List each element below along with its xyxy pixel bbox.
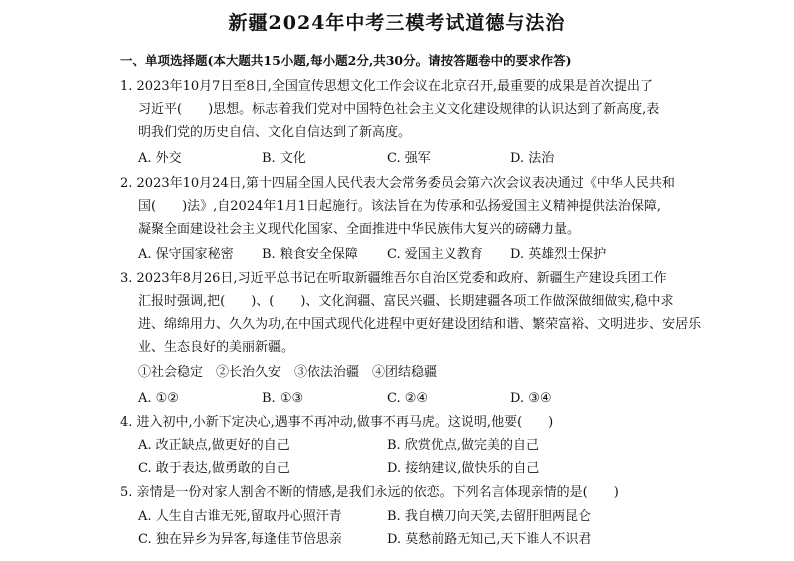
question-1-line-1: 1. 2023年10月7日至8日,全国宣传思想文化工作会议在北京召开,最重要的成果是首次提出了 [120, 79, 653, 94]
question-2-option-d: D. 英雄烈士保护 [510, 247, 607, 262]
question-3-option-a: A. ①② [138, 391, 179, 406]
question-3-line-1: 3. 2023年8月26日,习近平总书记在听取新疆维吾尔自治区党委和政府、新疆生产建设兵团工作 [120, 271, 667, 286]
question-3-line-4: 业、生态良好的美丽新疆。 [138, 340, 295, 355]
question-2-line-1: 2. 2023年10月24日,第十四届全国人民代表大会常务委员会第六次会议表决通过《中华人民共和 [120, 176, 675, 191]
question-4-option-b: B. 欣赏优点,做完美的自己 [387, 438, 539, 453]
question-5-option-d: D. 莫愁前路无知己,天下谁人不识君 [387, 532, 592, 547]
question-5-option-b: B. 我自横刀向天笑,去留肝胆两昆仑 [387, 509, 591, 524]
question-5-option-a: A. 人生自古谁无死,留取丹心照汗青 [138, 509, 342, 524]
question-3-items: ①社会稳定 ②长治久安 ③依法治疆 ④团结稳疆 [138, 365, 438, 380]
question-1-option-a: A. 外交 [138, 151, 182, 166]
question-2-line-2: 国( )法》,自2024年1月1日起施行。该法旨在为传承和弘扬爱国主义精神提供法治保障, [138, 199, 662, 214]
question-5-line-1: 5. 亲情是一份对家人割舍不断的情感,是我们永远的依恋。下列名言体现亲情的是( ) [120, 485, 619, 500]
question-3-option-d: D. ③④ [510, 391, 552, 406]
question-3-option-b: B. ①③ [262, 391, 304, 406]
question-2-line-3: 凝聚全面建设社会主义现代化国家、全面推进中华民族伟大复兴的磅礴力量。 [138, 222, 581, 237]
question-1-line-2: 习近平( )思想。标志着我们党对中国特色社会主义文化建设规律的认识达到了新高度,表 [138, 102, 660, 117]
question-4-option-c: C. 敢于表达,做勇敢的自己 [138, 461, 290, 476]
question-4-option-d: D. 接纳建议,做快乐的自己 [387, 461, 540, 476]
page-title: 新疆2024年中考三模考试道德与法治 [228, 12, 566, 34]
question-4-line-1: 4. 进入初中,小新下定决心,遇事不再冲动,做事不再马虎。这说明,他要( ) [120, 415, 554, 430]
question-3-line-2: 汇报时强调,把( )、( )、文化润疆、富民兴疆、长期建疆各项工作做深做细做实,稳中求 [138, 294, 674, 309]
question-3-line-3: 进、绵绵用力、久久为功,在中国式现代化进程中更好建设团结和谐、繁荣富裕、文明进步、安居乐 [138, 317, 702, 332]
question-5-option-c: C. 独在异乡为异客,每逢佳节倍思亲 [138, 532, 342, 547]
section-header: 一、单项选择题(本大题共15小题,每小题2分,共30分。请按答题卷中的要求作答) [120, 53, 572, 68]
question-1-line-3: 明我们党的历史自信、文化自信达到了新高度。 [138, 125, 412, 140]
question-3-option-c: C. ②④ [387, 391, 429, 406]
question-1-option-c: C. 强军 [387, 151, 431, 166]
question-1-option-d: D. 法治 [510, 151, 555, 166]
question-2-option-c: C. 爱国主义教育 [387, 247, 483, 262]
question-4-option-a: A. 改正缺点,做更好的自己 [138, 438, 290, 453]
question-1-option-b: B. 文化 [262, 151, 306, 166]
question-2-option-b: B. 粮食安全保障 [262, 247, 358, 262]
question-2-option-a: A. 保守国家秘密 [138, 247, 234, 262]
